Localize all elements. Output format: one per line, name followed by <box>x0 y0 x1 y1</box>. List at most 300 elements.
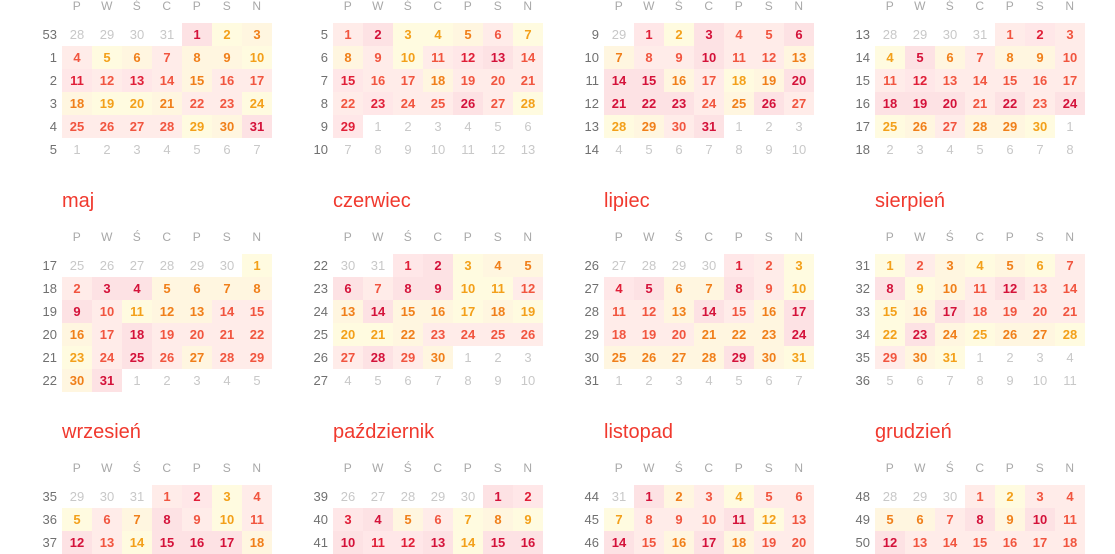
day-cell[interactable]: 17 <box>92 323 122 346</box>
day-cell[interactable]: 14 <box>363 300 393 323</box>
day-cell[interactable]: 2 <box>363 23 393 46</box>
day-cell[interactable]: 20 <box>483 69 513 92</box>
day-cell[interactable]: 9 <box>664 508 694 531</box>
day-cell[interactable]: 19 <box>513 300 543 323</box>
day-cell[interactable]: 21 <box>1055 300 1085 323</box>
day-cell[interactable]: 28 <box>965 115 995 138</box>
day-cell[interactable]: 4 <box>604 277 634 300</box>
day-cell[interactable]: 10 <box>92 300 122 323</box>
day-cell[interactable]: 23 <box>363 92 393 115</box>
day-cell-other-month[interactable]: 6 <box>916 373 924 388</box>
day-cell-other-month[interactable]: 5 <box>735 373 743 388</box>
day-cell[interactable]: 23 <box>62 346 92 369</box>
day-cell-other-month[interactable]: 2 <box>404 119 412 134</box>
day-cell[interactable]: 22 <box>242 323 272 346</box>
day-cell[interactable]: 13 <box>1025 277 1055 300</box>
day-cell-other-month[interactable]: 28 <box>641 258 657 273</box>
day-cell[interactable]: 16 <box>995 531 1025 554</box>
day-cell[interactable]: 7 <box>965 46 995 69</box>
day-cell[interactable]: 10 <box>242 46 272 69</box>
day-cell-other-month[interactable]: 6 <box>675 142 683 157</box>
day-cell[interactable]: 4 <box>242 485 272 508</box>
day-cell[interactable]: 13 <box>92 531 122 554</box>
day-cell[interactable]: 12 <box>92 69 122 92</box>
day-cell-other-month[interactable]: 7 <box>1036 142 1044 157</box>
day-cell-other-month[interactable]: 30 <box>129 27 145 42</box>
day-cell[interactable]: 27 <box>935 115 965 138</box>
day-cell[interactable]: 11 <box>62 69 92 92</box>
day-cell-other-month[interactable]: 3 <box>916 142 924 157</box>
day-cell[interactable]: 3 <box>453 254 483 277</box>
day-cell[interactable]: 27 <box>122 115 152 138</box>
day-cell[interactable]: 3 <box>935 254 965 277</box>
day-cell-other-month[interactable]: 5 <box>886 373 894 388</box>
day-cell-other-month[interactable]: 8 <box>976 373 984 388</box>
day-cell[interactable]: 26 <box>634 346 664 369</box>
day-cell[interactable]: 23 <box>754 323 784 346</box>
day-cell[interactable]: 18 <box>724 69 754 92</box>
day-cell-other-month[interactable]: 2 <box>1006 350 1014 365</box>
day-cell[interactable]: 23 <box>664 92 694 115</box>
day-cell[interactable]: 15 <box>724 300 754 323</box>
day-cell[interactable]: 8 <box>242 277 272 300</box>
day-cell[interactable]: 18 <box>242 531 272 554</box>
day-cell-other-month[interactable]: 5 <box>374 373 382 388</box>
day-cell[interactable]: 9 <box>1025 46 1055 69</box>
day-cell[interactable]: 1 <box>875 254 905 277</box>
day-cell-other-month[interactable]: 26 <box>99 258 115 273</box>
day-cell[interactable]: 2 <box>62 277 92 300</box>
day-cell-other-month[interactable]: 27 <box>611 258 627 273</box>
day-cell[interactable]: 7 <box>152 46 182 69</box>
day-cell[interactable]: 16 <box>905 300 935 323</box>
day-cell[interactable]: 16 <box>363 69 393 92</box>
day-cell[interactable]: 15 <box>152 531 182 554</box>
day-cell[interactable]: 13 <box>333 300 363 323</box>
day-cell[interactable]: 18 <box>1055 531 1085 554</box>
day-cell-other-month[interactable]: 1 <box>73 142 81 157</box>
day-cell-other-month[interactable]: 11 <box>461 142 475 157</box>
day-cell[interactable]: 7 <box>453 508 483 531</box>
day-cell-other-month[interactable]: 9 <box>494 373 502 388</box>
day-cell[interactable]: 17 <box>212 531 242 554</box>
day-cell[interactable]: 29 <box>182 115 212 138</box>
day-cell[interactable]: 7 <box>212 277 242 300</box>
day-cell[interactable]: 22 <box>182 92 212 115</box>
day-cell-other-month[interactable]: 8 <box>1066 142 1074 157</box>
day-cell[interactable]: 28 <box>1055 323 1085 346</box>
day-cell[interactable]: 8 <box>333 46 363 69</box>
day-cell[interactable]: 1 <box>483 485 513 508</box>
day-cell[interactable]: 4 <box>62 46 92 69</box>
day-cell[interactable]: 11 <box>604 300 634 323</box>
day-cell[interactable]: 6 <box>333 277 363 300</box>
day-cell[interactable]: 12 <box>995 277 1025 300</box>
day-cell-other-month[interactable]: 1 <box>464 350 472 365</box>
day-cell[interactable]: 10 <box>1025 508 1055 531</box>
day-cell[interactable]: 7 <box>604 508 634 531</box>
day-cell[interactable]: 16 <box>423 300 453 323</box>
day-cell[interactable]: 26 <box>513 323 543 346</box>
day-cell[interactable]: 1 <box>152 485 182 508</box>
day-cell-other-month[interactable]: 29 <box>69 489 85 504</box>
day-cell[interactable]: 30 <box>664 115 694 138</box>
day-cell[interactable]: 10 <box>784 277 814 300</box>
day-cell-other-month[interactable]: 28 <box>400 489 416 504</box>
day-cell[interactable]: 26 <box>905 115 935 138</box>
day-cell[interactable]: 12 <box>754 508 784 531</box>
day-cell[interactable]: 17 <box>242 69 272 92</box>
day-cell[interactable]: 16 <box>1025 69 1055 92</box>
day-cell[interactable]: 10 <box>935 277 965 300</box>
day-cell[interactable]: 6 <box>92 508 122 531</box>
day-cell-other-month[interactable]: 1 <box>615 373 623 388</box>
day-cell-other-month[interactable]: 6 <box>765 373 773 388</box>
day-cell-other-month[interactable]: 28 <box>69 27 85 42</box>
day-cell[interactable]: 27 <box>333 346 363 369</box>
day-cell-other-month[interactable]: 1 <box>1066 119 1074 134</box>
day-cell-other-month[interactable]: 4 <box>163 142 171 157</box>
day-cell[interactable]: 16 <box>664 69 694 92</box>
day-cell-other-month[interactable]: 2 <box>494 350 502 365</box>
day-cell-other-month[interactable]: 5 <box>494 119 502 134</box>
day-cell[interactable]: 4 <box>724 23 754 46</box>
day-cell-other-month[interactable]: 30 <box>99 489 115 504</box>
day-cell[interactable]: 18 <box>965 300 995 323</box>
day-cell[interactable]: 27 <box>483 92 513 115</box>
day-cell[interactable]: 12 <box>152 300 182 323</box>
day-cell[interactable]: 8 <box>634 508 664 531</box>
day-cell[interactable]: 4 <box>423 23 453 46</box>
day-cell[interactable]: 11 <box>363 531 393 554</box>
day-cell[interactable]: 6 <box>483 23 513 46</box>
day-cell[interactable]: 29 <box>393 346 423 369</box>
day-cell[interactable]: 22 <box>724 323 754 346</box>
day-cell[interactable]: 6 <box>935 46 965 69</box>
day-cell[interactable]: 27 <box>664 346 694 369</box>
day-cell[interactable]: 28 <box>212 346 242 369</box>
day-cell[interactable]: 28 <box>604 115 634 138</box>
day-cell[interactable]: 25 <box>62 115 92 138</box>
day-cell[interactable]: 2 <box>1025 23 1055 46</box>
day-cell[interactable]: 13 <box>423 531 453 554</box>
day-cell[interactable]: 13 <box>664 300 694 323</box>
day-cell[interactable]: 25 <box>875 115 905 138</box>
day-cell[interactable]: 22 <box>393 323 423 346</box>
day-cell[interactable]: 21 <box>152 92 182 115</box>
day-cell[interactable]: 14 <box>212 300 242 323</box>
day-cell[interactable]: 10 <box>694 46 724 69</box>
day-cell-other-month[interactable]: 1 <box>735 119 743 134</box>
day-cell-other-month[interactable]: 29 <box>430 489 446 504</box>
day-cell[interactable]: 14 <box>513 46 543 69</box>
day-cell-other-month[interactable]: 31 <box>129 489 145 504</box>
day-cell[interactable]: 29 <box>634 115 664 138</box>
day-cell[interactable]: 31 <box>694 115 724 138</box>
day-cell[interactable]: 14 <box>935 531 965 554</box>
day-cell[interactable]: 15 <box>995 69 1025 92</box>
day-cell-other-month[interactable]: 8 <box>374 142 382 157</box>
day-cell[interactable]: 24 <box>393 92 423 115</box>
day-cell[interactable]: 15 <box>875 300 905 323</box>
day-cell-other-month[interactable]: 2 <box>163 373 171 388</box>
day-cell[interactable]: 3 <box>1025 485 1055 508</box>
day-cell-other-month[interactable]: 7 <box>344 142 352 157</box>
day-cell[interactable]: 11 <box>483 277 513 300</box>
day-cell[interactable]: 13 <box>483 46 513 69</box>
day-cell[interactable]: 19 <box>995 300 1025 323</box>
day-cell[interactable]: 21 <box>694 323 724 346</box>
day-cell-other-month[interactable]: 3 <box>434 119 442 134</box>
day-cell-other-month[interactable]: 27 <box>370 489 386 504</box>
day-cell[interactable]: 1 <box>333 23 363 46</box>
day-cell-other-month[interactable]: 4 <box>615 142 623 157</box>
day-cell[interactable]: 6 <box>905 508 935 531</box>
day-cell[interactable]: 7 <box>363 277 393 300</box>
day-cell[interactable]: 15 <box>242 300 272 323</box>
day-cell[interactable]: 19 <box>92 92 122 115</box>
day-cell[interactable]: 20 <box>122 92 152 115</box>
day-cell-other-month[interactable]: 9 <box>1006 373 1014 388</box>
day-cell[interactable]: 25 <box>965 323 995 346</box>
day-cell[interactable]: 21 <box>212 323 242 346</box>
day-cell[interactable]: 28 <box>152 115 182 138</box>
day-cell[interactable]: 29 <box>333 115 363 138</box>
day-cell[interactable]: 11 <box>423 46 453 69</box>
day-cell[interactable]: 2 <box>513 485 543 508</box>
day-cell[interactable]: 9 <box>905 277 935 300</box>
day-cell[interactable]: 20 <box>935 92 965 115</box>
day-cell-other-month[interactable]: 5 <box>193 142 201 157</box>
day-cell[interactable]: 25 <box>724 92 754 115</box>
day-cell[interactable]: 28 <box>694 346 724 369</box>
day-cell-other-month[interactable]: 30 <box>701 258 717 273</box>
day-cell-other-month[interactable]: 29 <box>99 27 115 42</box>
day-cell[interactable]: 31 <box>242 115 272 138</box>
day-cell[interactable]: 4 <box>965 254 995 277</box>
day-cell[interactable]: 17 <box>453 300 483 323</box>
day-cell[interactable]: 2 <box>664 485 694 508</box>
day-cell[interactable]: 16 <box>513 531 543 554</box>
day-cell[interactable]: 14 <box>453 531 483 554</box>
day-cell-other-month[interactable]: 5 <box>976 142 984 157</box>
day-cell[interactable]: 7 <box>604 46 634 69</box>
day-cell[interactable]: 15 <box>634 69 664 92</box>
day-cell[interactable]: 3 <box>92 277 122 300</box>
day-cell[interactable]: 22 <box>875 323 905 346</box>
day-cell[interactable]: 3 <box>784 254 814 277</box>
day-cell-other-month[interactable]: 6 <box>404 373 412 388</box>
day-cell[interactable]: 16 <box>62 323 92 346</box>
day-cell-other-month[interactable]: 4 <box>1066 350 1074 365</box>
day-cell[interactable]: 7 <box>1055 254 1085 277</box>
day-cell-other-month[interactable]: 2 <box>103 142 111 157</box>
day-cell[interactable]: 10 <box>453 277 483 300</box>
day-cell-other-month[interactable]: 31 <box>159 27 175 42</box>
day-cell-other-month[interactable]: 4 <box>946 142 954 157</box>
day-cell-other-month[interactable]: 1 <box>374 119 382 134</box>
day-cell[interactable]: 17 <box>1055 69 1085 92</box>
day-cell-other-month[interactable]: 8 <box>464 373 472 388</box>
day-cell[interactable]: 14 <box>122 531 152 554</box>
day-cell[interactable]: 30 <box>905 346 935 369</box>
day-cell[interactable]: 6 <box>423 508 453 531</box>
day-cell[interactable]: 1 <box>182 23 212 46</box>
day-cell[interactable]: 12 <box>62 531 92 554</box>
day-cell[interactable]: 1 <box>965 485 995 508</box>
day-cell[interactable]: 8 <box>995 46 1025 69</box>
day-cell[interactable]: 11 <box>965 277 995 300</box>
day-cell[interactable]: 23 <box>905 323 935 346</box>
day-cell[interactable]: 10 <box>393 46 423 69</box>
day-cell-other-month[interactable]: 7 <box>705 142 713 157</box>
day-cell[interactable]: 17 <box>1025 531 1055 554</box>
day-cell[interactable]: 14 <box>604 69 634 92</box>
day-cell[interactable]: 25 <box>423 92 453 115</box>
day-cell[interactable]: 9 <box>363 46 393 69</box>
day-cell[interactable]: 14 <box>965 69 995 92</box>
day-cell-other-month[interactable]: 10 <box>430 142 446 157</box>
day-cell[interactable]: 2 <box>905 254 935 277</box>
day-cell-other-month[interactable]: 29 <box>912 489 928 504</box>
day-cell[interactable]: 4 <box>1055 485 1085 508</box>
day-cell[interactable]: 11 <box>242 508 272 531</box>
day-cell[interactable]: 4 <box>122 277 152 300</box>
day-cell[interactable]: 26 <box>754 92 784 115</box>
day-cell[interactable]: 4 <box>483 254 513 277</box>
day-cell[interactable]: 13 <box>784 508 814 531</box>
day-cell[interactable]: 20 <box>784 531 814 554</box>
day-cell[interactable]: 16 <box>212 69 242 92</box>
day-cell[interactable]: 1 <box>995 23 1025 46</box>
day-cell[interactable]: 5 <box>754 485 784 508</box>
day-cell[interactable]: 4 <box>363 508 393 531</box>
day-cell[interactable]: 14 <box>604 531 634 554</box>
day-cell[interactable]: 5 <box>453 23 483 46</box>
day-cell-other-month[interactable]: 4 <box>344 373 352 388</box>
day-cell[interactable]: 15 <box>333 69 363 92</box>
day-cell-other-month[interactable]: 3 <box>133 142 141 157</box>
day-cell[interactable]: 18 <box>724 531 754 554</box>
day-cell-other-month[interactable]: 4 <box>464 119 472 134</box>
day-cell-other-month[interactable]: 3 <box>524 350 532 365</box>
day-cell[interactable]: 25 <box>122 346 152 369</box>
day-cell[interactable]: 7 <box>694 277 724 300</box>
day-cell[interactable]: 5 <box>92 46 122 69</box>
day-cell-other-month[interactable]: 30 <box>219 258 235 273</box>
day-cell[interactable]: 1 <box>393 254 423 277</box>
day-cell[interactable]: 13 <box>784 46 814 69</box>
day-cell[interactable]: 11 <box>724 46 754 69</box>
day-cell[interactable]: 8 <box>634 46 664 69</box>
day-cell[interactable]: 15 <box>483 531 513 554</box>
day-cell-other-month[interactable]: 5 <box>253 373 261 388</box>
day-cell[interactable]: 17 <box>935 300 965 323</box>
day-cell[interactable]: 29 <box>875 346 905 369</box>
day-cell[interactable]: 3 <box>242 23 272 46</box>
day-cell[interactable]: 9 <box>423 277 453 300</box>
day-cell[interactable]: 24 <box>92 346 122 369</box>
day-cell[interactable]: 26 <box>995 323 1025 346</box>
day-cell-other-month[interactable]: 4 <box>705 373 713 388</box>
day-cell[interactable]: 19 <box>754 531 784 554</box>
day-cell-other-month[interactable]: 5 <box>645 142 653 157</box>
day-cell-other-month[interactable]: 10 <box>791 142 807 157</box>
day-cell[interactable]: 31 <box>92 369 122 392</box>
day-cell[interactable]: 5 <box>905 46 935 69</box>
day-cell[interactable]: 11 <box>122 300 152 323</box>
day-cell[interactable]: 15 <box>634 531 664 554</box>
day-cell[interactable]: 1 <box>634 23 664 46</box>
day-cell[interactable]: 2 <box>754 254 784 277</box>
day-cell-other-month[interactable]: 7 <box>795 373 803 388</box>
day-cell[interactable]: 5 <box>875 508 905 531</box>
day-cell[interactable]: 18 <box>122 323 152 346</box>
day-cell[interactable]: 30 <box>754 346 784 369</box>
day-cell[interactable]: 27 <box>1025 323 1055 346</box>
day-cell[interactable]: 19 <box>754 69 784 92</box>
day-cell-other-month[interactable]: 7 <box>434 373 442 388</box>
day-cell[interactable]: 30 <box>212 115 242 138</box>
day-cell[interactable]: 17 <box>694 531 724 554</box>
day-cell-other-month[interactable]: 6 <box>524 119 532 134</box>
day-cell[interactable]: 2 <box>995 485 1025 508</box>
day-cell-other-month[interactable]: 27 <box>129 258 145 273</box>
day-cell-other-month[interactable]: 30 <box>340 258 356 273</box>
day-cell[interactable]: 20 <box>333 323 363 346</box>
day-cell-other-month[interactable]: 9 <box>404 142 412 157</box>
day-cell[interactable]: 4 <box>724 485 754 508</box>
day-cell-other-month[interactable]: 10 <box>1032 373 1048 388</box>
day-cell-other-month[interactable]: 31 <box>611 489 627 504</box>
day-cell[interactable]: 9 <box>62 300 92 323</box>
day-cell-other-month[interactable]: 6 <box>223 142 231 157</box>
day-cell-other-month[interactable]: 6 <box>1006 142 1014 157</box>
day-cell[interactable]: 6 <box>664 277 694 300</box>
day-cell[interactable]: 6 <box>1025 254 1055 277</box>
day-cell-other-month[interactable]: 30 <box>460 489 476 504</box>
day-cell[interactable]: 1 <box>724 254 754 277</box>
day-cell[interactable]: 2 <box>212 23 242 46</box>
day-cell[interactable]: 19 <box>152 323 182 346</box>
day-cell[interactable]: 14 <box>1055 277 1085 300</box>
day-cell[interactable]: 12 <box>905 69 935 92</box>
day-cell[interactable]: 12 <box>513 277 543 300</box>
day-cell[interactable]: 23 <box>423 323 453 346</box>
day-cell-other-month[interactable]: 30 <box>942 489 958 504</box>
day-cell[interactable]: 8 <box>182 46 212 69</box>
day-cell-other-month[interactable]: 30 <box>942 27 958 42</box>
day-cell[interactable]: 5 <box>152 277 182 300</box>
day-cell[interactable]: 19 <box>453 69 483 92</box>
day-cell[interactable]: 15 <box>393 300 423 323</box>
day-cell-other-month[interactable]: 1 <box>976 350 984 365</box>
day-cell[interactable]: 20 <box>784 69 814 92</box>
day-cell[interactable]: 31 <box>935 346 965 369</box>
day-cell[interactable]: 25 <box>483 323 513 346</box>
day-cell[interactable]: 20 <box>1025 300 1055 323</box>
day-cell[interactable]: 13 <box>905 531 935 554</box>
day-cell[interactable]: 7 <box>935 508 965 531</box>
day-cell[interactable]: 24 <box>784 323 814 346</box>
day-cell[interactable]: 8 <box>875 277 905 300</box>
day-cell[interactable]: 30 <box>62 369 92 392</box>
day-cell[interactable]: 10 <box>1055 46 1085 69</box>
day-cell[interactable]: 18 <box>604 323 634 346</box>
day-cell[interactable]: 2 <box>182 485 212 508</box>
day-cell[interactable]: 22 <box>995 92 1025 115</box>
day-cell[interactable]: 17 <box>393 69 423 92</box>
